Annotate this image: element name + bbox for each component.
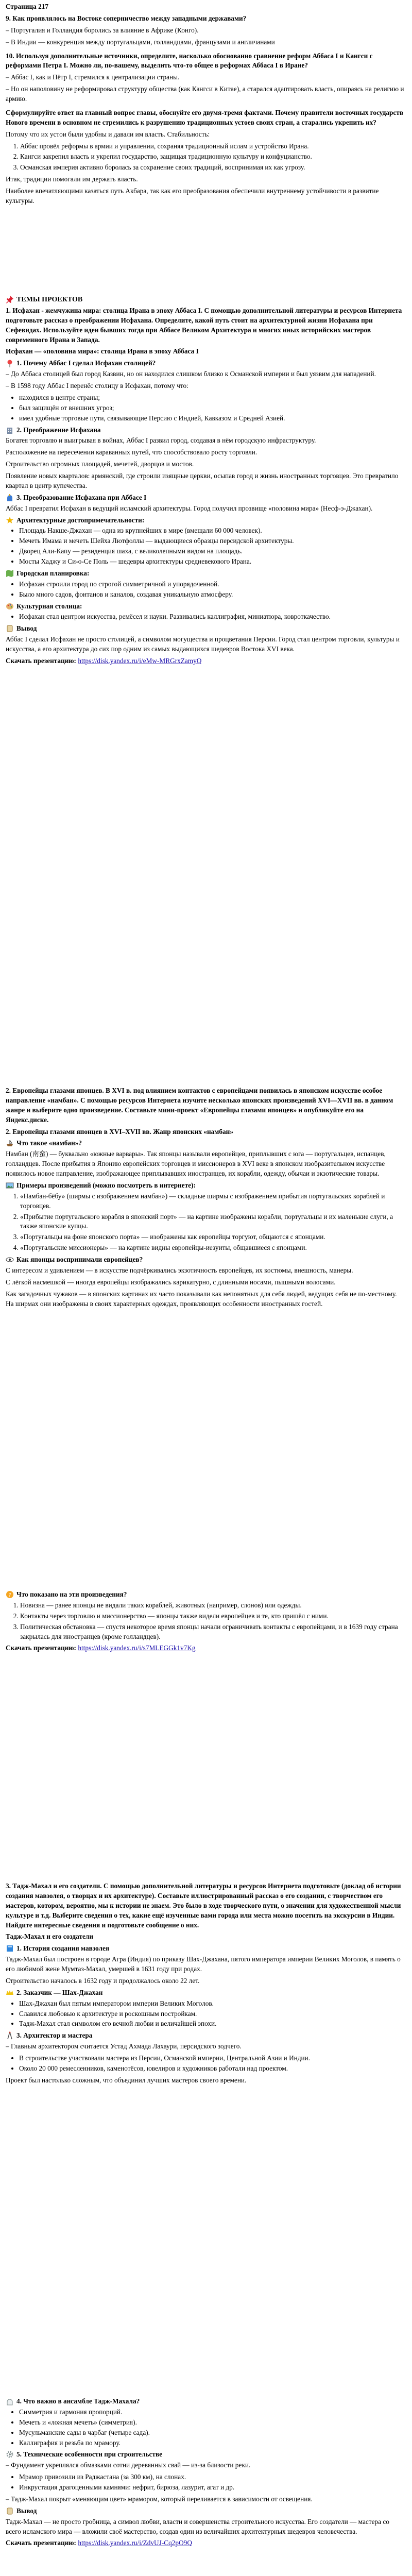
download-label: Скачать презентацию:	[6, 2539, 76, 2547]
eye-icon	[6, 1256, 14, 1264]
list-item: • был защищён от внешних угроз;	[19, 403, 405, 413]
project-2-title-2: 2. Европейцы глазами японцев в XVI–XVII вв. Жанр японских «намбан»	[6, 1127, 233, 1136]
question-10: 10. Используя дополнительные источники, определите, насколько обоснованно сравнение реформ Аббаса I и Кангси с реформами Петра I. Можно ли, по-вашему, выделить что-то общее в реформах Аббаса I в Иране?	[6, 52, 373, 70]
p5-title: 4. Что важно в ансамбле Тадж-Махала?	[16, 2397, 140, 2405]
list-item: 3. Политическая обстановка — спустя некоторое время японцы начали ограничивать контакты с европейцами, и в 1639 году страна закрылась для иностранцев (кроме голландцев).	[20, 1622, 405, 1642]
p2-s3-text-1: С интересом и удивлением — в искусстве подчёркивались экзотичность европейцев, их костюмы, внешность, манеры.	[6, 1266, 353, 1274]
list-item: • Симметрия и гармония пропорций.	[19, 2408, 405, 2417]
list-item: 4. «Португальские миссионеры» — на картине видны европейцы-иезуиты, общавшиеся с японцами.	[20, 1243, 405, 1253]
p4-s3-list	[6, 2054, 405, 2074]
svg-text:?: ?	[8, 1592, 11, 1598]
question-9: 9. Как проявлялось на Востоке соперничество между западными державами?	[6, 14, 247, 22]
list-item: • имел удобные торговые пути, связывающие Персию с Индией, Кавказом и Средней Азией.	[19, 414, 405, 423]
p1-arch-list	[6, 526, 405, 567]
p1-city-heading	[6, 569, 405, 579]
p1-culture-heading	[6, 602, 405, 612]
question-icon	[6, 1590, 14, 1599]
p5-output-text: Тадж-Махал — не просто гробница, а символ любви, власти и совершенства строительного искусства. Его создатели — мастера со всего исламского мира — вложили своё мастерство, создав один из величайших архитектурных шедевров человечества.	[6, 2517, 389, 2535]
p2-s1-title: Что такое «намбан»?	[16, 1139, 82, 1147]
ship-icon	[6, 1139, 14, 1147]
p2-s1-text: Намбан (南蛮) — буквально «южные варвары». Так японцы называли европейцев, приплывших с юга — португальцев, испанцев, голландцев. После прибытия в Японию европейских торговцев и миссионеров в XVI веке в японском изобразительном искусстве появилось новое направление, изображающее приплывавших иностранцев, их корабли, одежду, обычаи и экзотические товары.	[6, 1150, 386, 1177]
project-1	[6, 293, 405, 668]
p1-s2-item: Появление новых кварталов: армянский, где строили изящные церкви, осыпав город и жизнь иностранных торговцев. Это превратило квартал в центр купечества.	[6, 472, 399, 489]
p1-arch-heading	[6, 516, 405, 526]
p4-s2-heading	[6, 1988, 405, 1998]
p1-culture-title: Культурная столица:	[16, 602, 82, 610]
pushpin-icon	[6, 295, 14, 303]
project-4	[6, 1882, 405, 2088]
project-5	[6, 2395, 405, 2550]
p5-s2-title: 5. Технические особенности при строительстве	[16, 2450, 163, 2459]
list-item: • Исфахан строили город по строгой симметричной и упорядоченной.	[19, 580, 405, 589]
list-item: • Дворец Али-Капу — резиденция шаха, с великолепными видом на площадь.	[19, 547, 405, 556]
p2-s2-title: Примеры произведений (можно посмотреть в интернете):	[16, 1181, 196, 1189]
download-label: Скачать презентацию:	[6, 656, 76, 665]
list-item: • Шах-Джахан был пятым императором империи Великих Моголов.	[19, 1999, 405, 2009]
p5-download	[6, 2538, 405, 2548]
project-3	[6, 1588, 405, 1655]
p1-city-title: Городская планировка:	[16, 569, 90, 577]
list-item: • Мрамор привозили из Раджастана (за 300 км), на слонах.	[19, 2472, 405, 2482]
p1-s1-intro: – В 1598 году Аббас I перенёс столицу в Исфахан, потому что:	[6, 382, 188, 389]
project-4-lead: Тадж-Махал и его создатели	[6, 1933, 94, 1941]
p1-city-list	[6, 580, 405, 600]
mosque-icon	[6, 494, 14, 502]
p4-s2-title: 2. Заказчик — Шах-Джахан	[16, 1988, 103, 1996]
page-label: Страница 217	[6, 3, 49, 10]
q10-answer-2: – Но он наполовину не реформировал структуру общества (как Кангси в Китае), а старался адаптировать власть, опираясь на религию и армию.	[6, 85, 404, 103]
list-item: 3. Османская империя активно боролась за сохранение своих традиций, воспринимая их как угрозу.	[20, 163, 405, 173]
p1-s3-text: Аббас I превратил Исфахан в ведущий исламский архитектуры. Город получил прозвище «половина мира» (Несф-э-Джахан).	[6, 504, 373, 512]
list-item: • Мусульманские сады в чарбаг (четыре сада).	[19, 2428, 405, 2438]
dome-icon	[6, 2397, 14, 2405]
star-icon	[6, 516, 14, 524]
p2-s2-heading	[6, 1181, 405, 1191]
p1-output-title: Вывод	[16, 624, 37, 633]
list-item: 2. Контакты через торговлю и миссионерство — японцы также видели европейцев и те, кто пришёл с ними.	[20, 1612, 405, 1621]
p1-s1-list	[6, 393, 405, 423]
p3-title: Что показано на эти произведения?	[16, 1590, 127, 1598]
p1-s1-title: 1. Почему Аббас I сделал Исфахан столицей?	[16, 359, 156, 367]
list-item: 1. Новизна — ранее японцы не видали таких кораблей, животных (например, слонов) или одежды.	[20, 1601, 405, 1611]
list-item: • Мосты Хаджу и Си-о-Се Поль — шедевры архитектуры средневекового Ирана.	[19, 557, 405, 567]
list-item: • Славился любовью к архитектуре и роскошным постройкам.	[19, 2009, 405, 2019]
p4-s3-heading	[6, 2031, 405, 2041]
book-icon	[6, 1944, 14, 1953]
palette-icon	[6, 602, 14, 611]
p4-s3-title: 3. Архитектор и мастера	[16, 2031, 93, 2040]
list-item: • Мечеть Имама и мечеть Шейха Лютфоллы — выдающиеся образцы персидской архитектуры.	[19, 536, 405, 546]
picture-icon	[6, 1181, 14, 1190]
p5-output-heading	[6, 2506, 405, 2516]
p2-s3-text-2: С лёгкой насмешкой — иногда европейцы изображались карикатурно, с длинными носами, пышными волосами.	[6, 1278, 336, 1286]
pin-icon	[6, 359, 14, 367]
scroll-icon	[6, 624, 14, 633]
conclusion: Наиболее впечатляющими казаться путь Акбара, так как его преобразования обеспечили внутреннему устойчивости в развитие культуры.	[6, 187, 379, 205]
p5-heading	[6, 2397, 405, 2406]
presentation-link[interactable]: https://disk.yandex.ru/i/eMw-MRGrxZamyQ	[78, 656, 202, 665]
p5-list	[6, 2408, 405, 2448]
scroll-icon	[6, 2507, 14, 2515]
list-item: 1. «Намбан-бёбу» (ширмы с изображением намбан») — складные ширмы с изображением прибытия португальских кораблей и торговцев.	[20, 1192, 405, 1211]
p1-s3-title: 3. Преобразование Исфахана при Аббасе I	[16, 493, 147, 501]
p3-download	[6, 1643, 405, 1653]
themes-header	[6, 295, 405, 305]
p5-s2-text-2: – Тадж-Махал покрыт «меняющим цвет» мрамором, который переливается в зависимости от освещения.	[6, 2495, 313, 2503]
p1-s1-text: – До Аббаса столицей был город Казвин, но он находился слишком близко к Османской империи и был уязвим для нападений.	[6, 370, 376, 378]
p4-s2-list	[6, 1999, 405, 2029]
main-answer-tail: Итак, традиции помогали им держать власть.	[6, 175, 138, 183]
list-item: • Около 20 000 ремесленников, каменотёсов, ювелиров и художников работали над проектом.	[19, 2064, 405, 2074]
download-label: Скачать презентацию:	[6, 1644, 76, 1652]
p4-s1-text-2: Строительство началось в 1632 году и продолжалось около 22 лет.	[6, 1976, 200, 1985]
themes-title: ТЕМЫ ПРОЕКТОВ	[16, 296, 83, 303]
p2-s3-heading	[6, 1255, 405, 1265]
p1-output-text: Аббас I сделал Исфахан не просто столицей, а символом могущества и процветания Персии. Город стал центром торговли, культуры и искусства, а его архитектура до сих пор одним из самых выдающихся шедевров Востока XVI века.	[6, 635, 400, 653]
p2-s3-title: Как японцы воспринимали европейцев?	[16, 1256, 143, 1263]
p4-s1-text: Тадж-Махал был построен в городе Агра (Индия) по приказу Шах-Джахана, пятого императора империи Великих Моголов, в память о его любимой жене Мумтаз-Махал, умершей в 1631 году при родах.	[6, 1955, 401, 1973]
p3-heading	[6, 1590, 405, 1600]
q9-answer-1: – Португалия и Голландия боролись за влияние в Африке (Конго).	[6, 26, 199, 34]
list-item: • Каллиграфия и резьба по мрамору.	[19, 2438, 405, 2448]
p5-output-title: Вывод	[16, 2506, 37, 2515]
q9-answer-2: – В Индии — конкуренция между португальцами, голландцами, французами и англичанами	[6, 38, 275, 46]
p2-s1-heading	[6, 1139, 405, 1148]
p4-s1-heading	[6, 1944, 405, 1954]
p1-output-heading	[6, 624, 405, 634]
main-question: Сформулируйте ответ на главный вопрос главы, обоснуйте его двумя-тремя фактами. Почему правители восточных государств Нового времени в основном не стремились к разрушению традиционных устоев своих стран, а старались укрепить их?	[6, 108, 404, 126]
p5-s2-list	[6, 2472, 405, 2493]
p1-s2-item: Расположение на пересечении караванных путей, что способствовало росту торговли.	[6, 448, 258, 456]
p1-culture-list	[6, 612, 405, 622]
presentation-link[interactable]: https://disk.yandex.ru/i/ZdvUJ-Cq2pO9Q	[78, 2539, 192, 2547]
map-icon	[6, 569, 14, 578]
list-item: • Инкрустация драгоценными камнями: нефрит, бирюза, лазурит, агат и др.	[19, 2483, 405, 2493]
p1-arch-title: Архитектурные достопримечательности:	[16, 516, 145, 524]
q10-answer-1: – Аббас I, как и Пётр I, стремился к централизации страны.	[6, 73, 180, 81]
list-item: • Было много садов, фонтанов и каналов, создавая уникальную атмосферу.	[19, 590, 405, 600]
p4-s3-text-2: Проект был настолько сложным, что объединил лучших мастеров своего времени.	[6, 2076, 247, 2084]
presentation-link[interactable]: https://disk.yandex.ru/i/s7MLEGGk1v7Kg	[78, 1644, 196, 1652]
p1-s1-heading	[6, 359, 405, 368]
list-item: • Площадь Накше-Джахан — одна из крупнейших в мире (вмещали 60 000 человек).	[19, 526, 405, 536]
p3-list	[6, 1601, 405, 1642]
p5-s2-text: – Фундамент укреплялся обмазками сотни деревянных свай — из-за близости реки.	[6, 2461, 251, 2469]
list-item: • Исфахан стал центром искусства, ремёсел и науки. Развивались каллиграфия, миниатюра, ковроткачество.	[19, 612, 405, 622]
building-icon	[6, 426, 14, 434]
compass-icon	[6, 2031, 14, 2040]
project-1-title: 1. Исфахан - жемчужина мира: столица Ирана в эпоху Аббаса I. С помощью дополнительной литературы и ресурсов Интернета подготовьте рассказ о преображении Исфахана. Определите, какой путь стоит на архитектурной жизни Исфахана при Сефевидах. Используйте идеи бывших тогда при Аббасе Великом Архитектура и многих иных историйских мастеров современного Ирана и Запада.	[6, 306, 402, 344]
list-item: 3. «Португальцы на фоне японского порта» — изображены как европейцы торгуют, общаются с японцами.	[20, 1232, 405, 1242]
p5-s2-heading	[6, 2450, 405, 2460]
list-item: • В строительстве участвовали мастера из Персии, Османской империи, Центральной Азии и Индии.	[19, 2054, 405, 2063]
p4-s3-text: – Главным архитектором считается Устад Ахмада Лахаури, персидского зодчего.	[6, 2042, 242, 2050]
p1-download	[6, 656, 405, 666]
p4-s1-title: 1. История создания мавзолея	[16, 1944, 110, 1953]
main-answer-list	[6, 142, 405, 173]
list-item: 2. Кангси закрепил власть и укрепил государство, защищая традиционную культуру и конфуцианство.	[20, 152, 405, 162]
project-4-title: 3. Тадж-Махал и его создатели. С помощью дополнительной литературы и ресурсов Интернета подготовьте (доклад об истории создания мавзолея, о творцах и их архитектуре). Составьте иллюстрированный рассказ о его создании, с творчеством его мастеров, котором, вероятно, мы к истории не знаем. Это было в ходе творческого пути, о значении для художественной мысли культуре и т.д. Выберите сведения о тех, какие ещё изученные вами города или места можно посетить на экскурсии в Индии. Найдите интересные сведения и подготовьте сообщение о них.	[6, 1882, 401, 1929]
p2-s2-list	[6, 1192, 405, 1253]
list-item: 1. Аббас провёл реформы в армии и управлении, сохраняя традиционный ислам и устройство Ирана.	[20, 142, 405, 151]
p2-s3-text-3: Как загадочных чужаков — в японских картинах их часто показывали как непонятных для себя людей, ведущих себя не по-местному. На ширмах они изображены в своих характерных одеждах, проявляющих особенности иностранных гостей.	[6, 1290, 397, 1308]
p1-s2-title: 2. Преображение Исфахана	[16, 426, 101, 434]
p1-s2-item: Богатея торговлю и выигрывая в войнах, Аббас I развил город, создавая в нём городскую инфраструктуру.	[6, 436, 316, 445]
main-answer-intro: Потому что их устои были удобны и давали им власть. Стабильность:	[6, 130, 210, 138]
list-item: 2. «Прибытие португальского корабля в японский порт» — на картине изображены корабли, португальцы и их маленькие слуги, а также японские купцы.	[20, 1212, 405, 1232]
p1-s2-heading	[6, 426, 405, 435]
p1-s3-heading	[6, 493, 405, 503]
crown-icon	[6, 1989, 14, 1997]
top-section	[6, 2, 405, 208]
list-item: • находился в центре страны;	[19, 393, 405, 403]
p1-s2-item: Строительство огромных площадей, мечетей, дворцов и мостов.	[6, 460, 194, 468]
list-item: • Тадж-Махал стал символом его вечной любви и величайшей эпохи.	[19, 2019, 405, 2029]
project-1-lead: Исфахан — «половина мира»: столица Ирана в эпоху Аббаса I	[6, 347, 199, 355]
project-2	[6, 1086, 405, 1311]
project-2-title: 2. Европейцы глазами японцев. В XVI в. под влиянием контактов с европейцами появилась в японском искусстве особое направление «намбан». С помощью ресурсов Интернета изучите несколько японских произведений XVI—XVII вв. в данном жанре и выберите одно произведение. Составьте мини-проект «Европейцы глазами японцев» и опубликуйте его на Яндекс.диске.	[6, 1087, 393, 1124]
list-item: • Мечеть и «ложная мечеть» (симметрия).	[19, 2418, 405, 2428]
gear-icon	[6, 2450, 14, 2459]
